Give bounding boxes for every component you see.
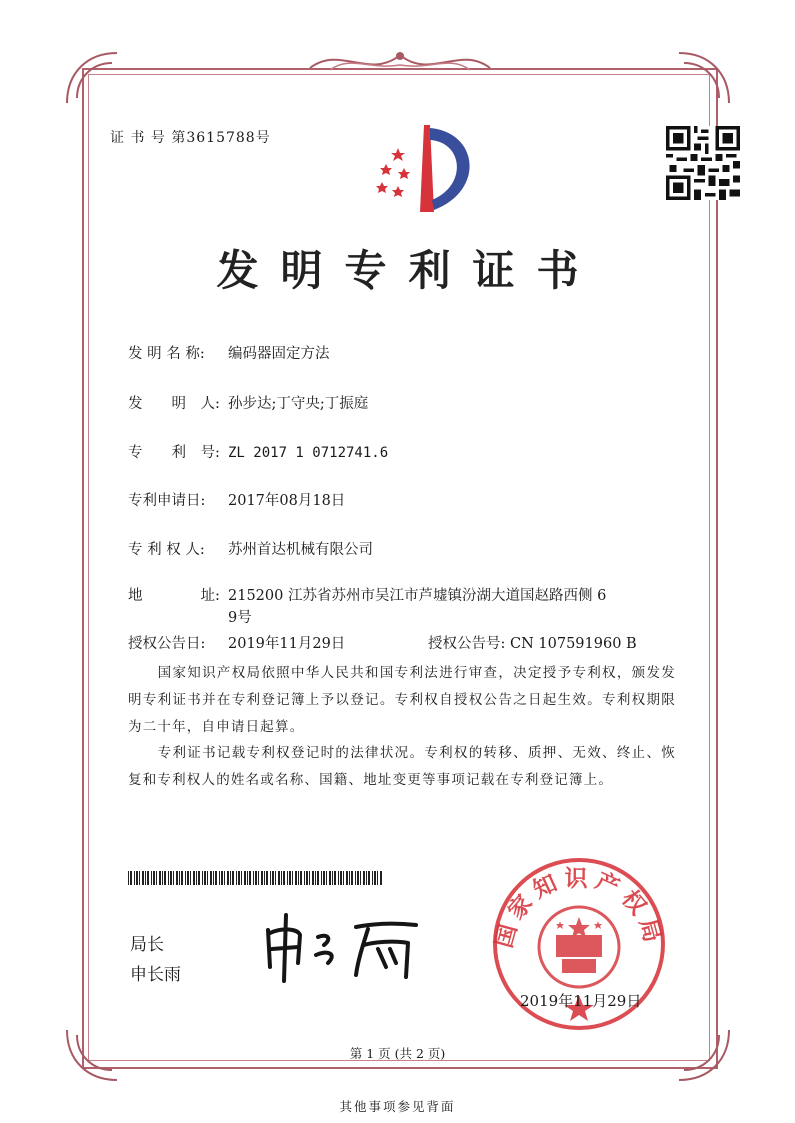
field-label: 专 利 权 人: — [128, 542, 205, 558]
field-value: 孙步达;丁守央;丁振庭 — [228, 396, 369, 412]
director-name: 申长雨 — [130, 965, 181, 985]
barcode — [128, 871, 384, 885]
paragraph-grant-statement: 国家知识产权局依照中华人民共和国专利法进行审查，决定授予专利权，颁发发明专利证书并在专利登记簿上予以登记。专利权自授权公告之日起生效。专利权期限为二十年，自申请日起算。 — [128, 665, 676, 735]
director-signature — [258, 905, 428, 985]
top-ornament — [300, 40, 500, 80]
paragraph-legal-status: 专利证书记载专利权登记时的法律状况。专利权的转移、质押、无效、终止、恢复和专利权人的姓名或名称、国籍、地址变更等事项记载在专利登记簿上。 — [128, 745, 676, 788]
field-value: 2017年08月18日 — [228, 493, 346, 509]
field-inventors — [128, 392, 368, 413]
seal-text: 国家知识产权局 — [491, 866, 667, 951]
patent-office-logo — [368, 120, 488, 220]
field-label: 发 明 人: — [128, 396, 220, 412]
field-grant-date — [128, 632, 345, 653]
corner-ornament-top-left — [62, 48, 122, 108]
field-value: ZL 2017 1 0712741.6 — [228, 445, 389, 461]
field-label: 发 明 名 称: — [128, 346, 205, 362]
field-value: 215200 江苏省苏州市吴江市芦墟镇汾湖大道国赵路西侧 6 — [228, 588, 607, 604]
field-value: 9号 — [228, 610, 252, 626]
corner-ornament-top-right — [674, 48, 734, 108]
field-label: 专利申请日: — [128, 493, 206, 509]
page-title: 发明专利证书 — [216, 246, 601, 295]
page-number: 第 1 页 (共 2 页) — [349, 1046, 446, 1061]
field-grant-announcement-number — [428, 632, 637, 653]
field-label: 授权公告号: — [428, 636, 506, 652]
field-label: 授权公告日: — [128, 636, 206, 652]
field-value: 苏州首达机械有限公司 — [228, 542, 373, 558]
field-patent-number — [128, 441, 388, 462]
certificate-number: 证 书 号 第3615788号 — [110, 130, 271, 146]
field-label: 地 址: — [128, 588, 220, 604]
field-invention-name — [128, 342, 330, 363]
field-address — [128, 584, 606, 605]
footer-note: 其他事项参见背面 — [339, 1099, 456, 1114]
field-value: 编码器固定方法 — [228, 346, 330, 362]
field-address-continued — [128, 606, 252, 627]
field-patentee — [128, 538, 373, 559]
seal-date: 2019年11月29日 — [520, 992, 642, 1010]
field-application-date — [128, 489, 345, 510]
field-value: CN 107591960 B — [510, 636, 637, 652]
field-value: 2019年11月29日 — [228, 636, 346, 652]
qr-code — [666, 126, 740, 200]
director-title: 局长 — [130, 935, 164, 955]
field-label: 专 利 号: — [128, 445, 220, 461]
